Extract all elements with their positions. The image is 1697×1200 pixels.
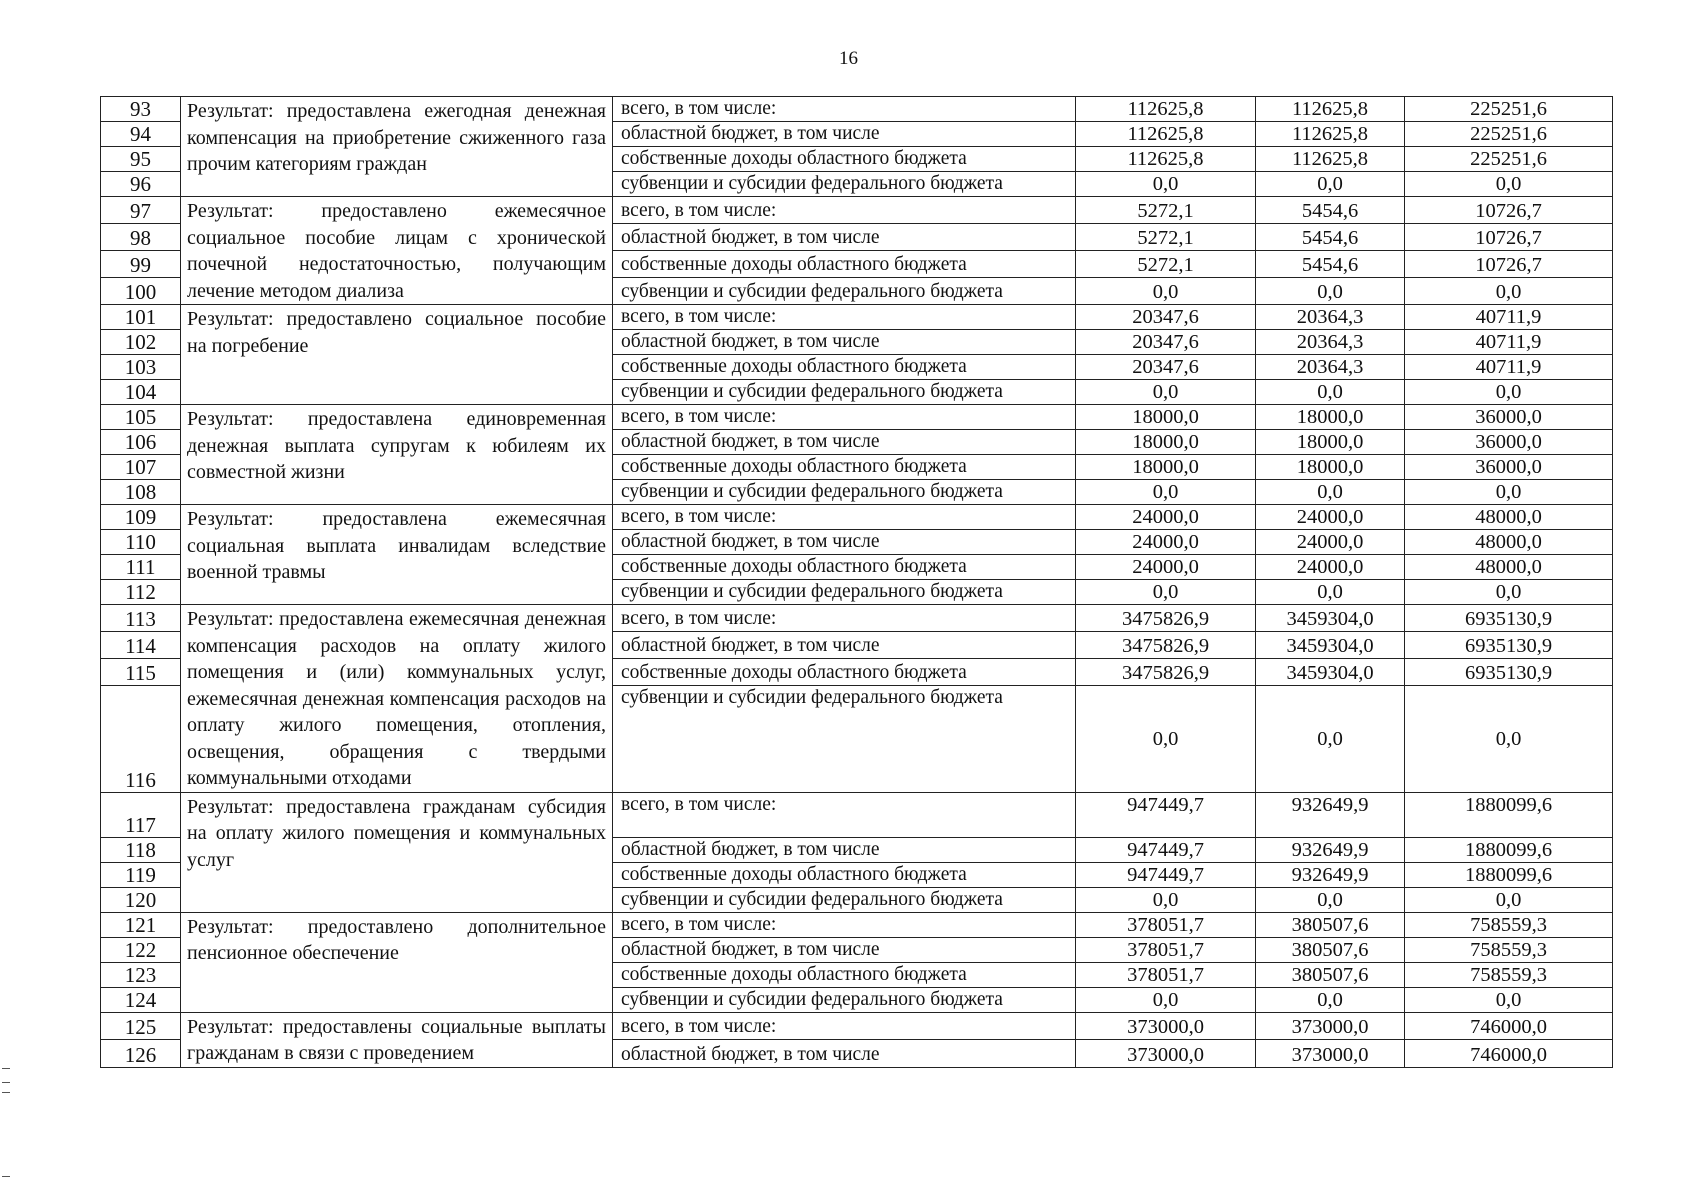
row-number: 96 xyxy=(101,172,181,197)
value-total: 48000,0 xyxy=(1405,555,1613,580)
row-number: 112 xyxy=(101,580,181,605)
value-total: 0,0 xyxy=(1405,480,1613,505)
row-number: 117 xyxy=(101,792,181,837)
row-number: 104 xyxy=(101,380,181,405)
value-year-1: 0,0 xyxy=(1076,987,1256,1012)
value-year-1: 112625,8 xyxy=(1076,147,1256,172)
value-total: 225251,6 xyxy=(1405,147,1613,172)
value-year-2: 5454,6 xyxy=(1256,197,1405,224)
funding-source: собственные доходы областного бюджета xyxy=(613,147,1076,172)
scan-edge-mark xyxy=(2,1176,10,1177)
value-year-2: 373000,0 xyxy=(1256,1012,1405,1040)
value-year-1: 947449,7 xyxy=(1076,837,1256,862)
value-year-1: 112625,8 xyxy=(1076,122,1256,147)
value-total: 10726,7 xyxy=(1405,251,1613,278)
result-description: Результат: предоставлена гражданам субсидия на оплату жилого помещения и коммунальных услуг xyxy=(181,792,613,912)
result-description: Результат: предоставлена ежемесячная денежная компенсация расходов на оплату жилого помещения и (или) коммунальных услуг, ежемесячная денежная компенсация расходов на оплату жилого помещения, отопления, освещения, обращения с твердыми коммунальными отходами xyxy=(181,605,613,793)
value-year-2: 0,0 xyxy=(1256,380,1405,405)
result-description: Результат: предоставлено социальное пособие на погребение xyxy=(181,305,613,405)
value-total: 6935130,9 xyxy=(1405,658,1613,685)
funding-source: областной бюджет, в том числе xyxy=(613,122,1076,147)
value-year-1: 18000,0 xyxy=(1076,455,1256,480)
result-description: Результат: предоставлены социальные выплаты гражданам в связи с проведением xyxy=(181,1012,613,1067)
value-total: 0,0 xyxy=(1405,887,1613,912)
page-number: 16 xyxy=(839,48,858,69)
row-number: 116 xyxy=(101,685,181,792)
value-year-1: 18000,0 xyxy=(1076,430,1256,455)
value-year-2: 20364,3 xyxy=(1256,330,1405,355)
funding-source: всего, в том числе: xyxy=(613,305,1076,330)
value-year-1: 3475826,9 xyxy=(1076,605,1256,632)
value-year-1: 373000,0 xyxy=(1076,1040,1256,1068)
funding-source: собственные доходы областного бюджета xyxy=(613,658,1076,685)
row-number: 110 xyxy=(101,530,181,555)
table-row xyxy=(101,305,1613,330)
row-number: 102 xyxy=(101,330,181,355)
result-description: Результат: предоставлена единовременная денежная выплата супругам к юбилеям их совместной жизни xyxy=(181,405,613,505)
funding-source: всего, в том числе: xyxy=(613,912,1076,937)
value-year-1: 20347,6 xyxy=(1076,330,1256,355)
value-year-1: 3475826,9 xyxy=(1076,658,1256,685)
value-year-2: 24000,0 xyxy=(1256,530,1405,555)
scan-edge-mark xyxy=(2,1082,10,1083)
table-row xyxy=(101,605,1613,632)
funding-source: собственные доходы областного бюджета xyxy=(613,355,1076,380)
row-number: 119 xyxy=(101,862,181,887)
row-number: 94 xyxy=(101,122,181,147)
funding-source: областной бюджет, в том числе xyxy=(613,1040,1076,1068)
table-row xyxy=(101,912,1613,937)
row-number: 126 xyxy=(101,1040,181,1068)
value-total: 6935130,9 xyxy=(1405,605,1613,632)
value-year-1: 0,0 xyxy=(1076,172,1256,197)
funding-source: собственные доходы областного бюджета xyxy=(613,251,1076,278)
value-total: 40711,9 xyxy=(1405,355,1613,380)
value-year-2: 0,0 xyxy=(1256,987,1405,1012)
value-total: 225251,6 xyxy=(1405,97,1613,122)
value-year-2: 0,0 xyxy=(1256,580,1405,605)
funding-source: субвенции и субсидии федерального бюджета xyxy=(613,987,1076,1012)
funding-source: собственные доходы областного бюджета xyxy=(613,555,1076,580)
funding-source: областной бюджет, в том числе xyxy=(613,837,1076,862)
row-number: 115 xyxy=(101,658,181,685)
value-year-1: 3475826,9 xyxy=(1076,631,1256,658)
value-year-1: 5272,1 xyxy=(1076,197,1256,224)
value-year-1: 947449,7 xyxy=(1076,862,1256,887)
row-number: 97 xyxy=(101,197,181,224)
value-year-2: 112625,8 xyxy=(1256,97,1405,122)
row-number: 123 xyxy=(101,962,181,987)
funding-source: субвенции и субсидии федерального бюджета xyxy=(613,685,1076,792)
value-year-2: 932649,9 xyxy=(1256,862,1405,887)
value-total: 746000,0 xyxy=(1405,1040,1613,1068)
scan-edge-mark xyxy=(2,1092,10,1093)
row-number: 118 xyxy=(101,837,181,862)
value-total: 0,0 xyxy=(1405,380,1613,405)
row-number: 105 xyxy=(101,405,181,430)
value-total: 1880099,6 xyxy=(1405,862,1613,887)
value-total: 0,0 xyxy=(1405,278,1613,305)
value-year-2: 20364,3 xyxy=(1256,305,1405,330)
result-description: Результат: предоставлено ежемесячное социальное пособие лицам с хронической почечной недостаточностью, получающим лечение методом диализа xyxy=(181,197,613,305)
value-year-2: 3459304,0 xyxy=(1256,605,1405,632)
value-total: 758559,3 xyxy=(1405,937,1613,962)
value-year-1: 112625,8 xyxy=(1076,97,1256,122)
value-total: 0,0 xyxy=(1405,685,1613,792)
value-year-2: 932649,9 xyxy=(1256,792,1405,837)
value-year-1: 24000,0 xyxy=(1076,505,1256,530)
funding-source: областной бюджет, в том числе xyxy=(613,330,1076,355)
funding-source: всего, в том числе: xyxy=(613,1012,1076,1040)
funding-source: областной бюджет, в том числе xyxy=(613,631,1076,658)
value-year-1: 378051,7 xyxy=(1076,937,1256,962)
value-year-1: 0,0 xyxy=(1076,685,1256,792)
value-year-1: 373000,0 xyxy=(1076,1012,1256,1040)
value-year-1: 0,0 xyxy=(1076,278,1256,305)
value-total: 36000,0 xyxy=(1405,430,1613,455)
row-number: 113 xyxy=(101,605,181,632)
value-year-2: 5454,6 xyxy=(1256,251,1405,278)
value-year-1: 24000,0 xyxy=(1076,530,1256,555)
budget-table-body xyxy=(101,97,1613,1068)
value-year-1: 5272,1 xyxy=(1076,224,1256,251)
table-row xyxy=(101,1012,1613,1040)
row-number: 103 xyxy=(101,355,181,380)
value-year-2: 0,0 xyxy=(1256,172,1405,197)
value-total: 0,0 xyxy=(1405,172,1613,197)
value-total: 1880099,6 xyxy=(1405,837,1613,862)
funding-source: всего, в том числе: xyxy=(613,197,1076,224)
value-year-2: 24000,0 xyxy=(1256,555,1405,580)
row-number: 120 xyxy=(101,887,181,912)
value-total: 36000,0 xyxy=(1405,405,1613,430)
row-number: 98 xyxy=(101,224,181,251)
value-total: 36000,0 xyxy=(1405,455,1613,480)
row-number: 99 xyxy=(101,251,181,278)
value-total: 746000,0 xyxy=(1405,1012,1613,1040)
value-total: 758559,3 xyxy=(1405,962,1613,987)
value-total: 6935130,9 xyxy=(1405,631,1613,658)
row-number: 111 xyxy=(101,555,181,580)
funding-source: собственные доходы областного бюджета xyxy=(613,962,1076,987)
value-year-2: 24000,0 xyxy=(1256,505,1405,530)
value-year-1: 378051,7 xyxy=(1076,912,1256,937)
row-number: 100 xyxy=(101,278,181,305)
result-description: Результат: предоставлено дополнительное пенсионное обеспечение xyxy=(181,912,613,1012)
value-year-1: 20347,6 xyxy=(1076,305,1256,330)
value-total: 225251,6 xyxy=(1405,122,1613,147)
value-year-1: 0,0 xyxy=(1076,380,1256,405)
funding-source: областной бюджет, в том числе xyxy=(613,530,1076,555)
value-year-2: 380507,6 xyxy=(1256,912,1405,937)
value-year-2: 5454,6 xyxy=(1256,224,1405,251)
value-year-2: 0,0 xyxy=(1256,685,1405,792)
value-year-2: 0,0 xyxy=(1256,887,1405,912)
result-description: Результат: предоставлена ежемесячная социальная выплата инвалидам вследствие военной травмы xyxy=(181,505,613,605)
value-year-2: 932649,9 xyxy=(1256,837,1405,862)
row-number: 95 xyxy=(101,147,181,172)
table-row xyxy=(101,197,1613,224)
value-year-1: 0,0 xyxy=(1076,580,1256,605)
value-year-1: 378051,7 xyxy=(1076,962,1256,987)
budget-table xyxy=(100,96,1613,1068)
row-number: 101 xyxy=(101,305,181,330)
value-total: 40711,9 xyxy=(1405,330,1613,355)
funding-source: субвенции и субсидии федерального бюджета xyxy=(613,580,1076,605)
value-year-2: 112625,8 xyxy=(1256,122,1405,147)
value-year-2: 380507,6 xyxy=(1256,962,1405,987)
value-year-2: 3459304,0 xyxy=(1256,658,1405,685)
value-year-2: 20364,3 xyxy=(1256,355,1405,380)
value-total: 0,0 xyxy=(1405,580,1613,605)
funding-source: областной бюджет, в том числе xyxy=(613,224,1076,251)
funding-source: всего, в том числе: xyxy=(613,505,1076,530)
row-number: 122 xyxy=(101,937,181,962)
funding-source: субвенции и субсидии федерального бюджета xyxy=(613,480,1076,505)
value-total: 48000,0 xyxy=(1405,505,1613,530)
value-total: 758559,3 xyxy=(1405,912,1613,937)
funding-source: субвенции и субсидии федерального бюджета xyxy=(613,380,1076,405)
funding-source: всего, в том числе: xyxy=(613,405,1076,430)
funding-source: субвенции и субсидии федерального бюджета xyxy=(613,172,1076,197)
table-row xyxy=(101,505,1613,530)
table-row xyxy=(101,97,1613,122)
row-number: 108 xyxy=(101,480,181,505)
funding-source: областной бюджет, в том числе xyxy=(613,430,1076,455)
funding-source: областной бюджет, в том числе xyxy=(613,937,1076,962)
row-number: 93 xyxy=(101,97,181,122)
value-year-1: 5272,1 xyxy=(1076,251,1256,278)
funding-source: собственные доходы областного бюджета xyxy=(613,862,1076,887)
value-total: 10726,7 xyxy=(1405,224,1613,251)
value-year-2: 0,0 xyxy=(1256,278,1405,305)
value-year-2: 18000,0 xyxy=(1256,405,1405,430)
funding-source: субвенции и субсидии федерального бюджета xyxy=(613,887,1076,912)
table-row xyxy=(101,405,1613,430)
row-number: 125 xyxy=(101,1012,181,1040)
row-number: 107 xyxy=(101,455,181,480)
value-year-1: 20347,6 xyxy=(1076,355,1256,380)
row-number: 106 xyxy=(101,430,181,455)
funding-source: субвенции и субсидии федерального бюджета xyxy=(613,278,1076,305)
value-year-2: 373000,0 xyxy=(1256,1040,1405,1068)
row-number: 109 xyxy=(101,505,181,530)
value-year-2: 18000,0 xyxy=(1256,455,1405,480)
value-total: 0,0 xyxy=(1405,987,1613,1012)
value-total: 10726,7 xyxy=(1405,197,1613,224)
funding-source: всего, в том числе: xyxy=(613,97,1076,122)
funding-source: всего, в том числе: xyxy=(613,605,1076,632)
value-year-2: 380507,6 xyxy=(1256,937,1405,962)
value-year-1: 18000,0 xyxy=(1076,405,1256,430)
row-number: 124 xyxy=(101,987,181,1012)
funding-source: собственные доходы областного бюджета xyxy=(613,455,1076,480)
value-year-1: 0,0 xyxy=(1076,887,1256,912)
value-year-1: 0,0 xyxy=(1076,480,1256,505)
row-number: 114 xyxy=(101,631,181,658)
value-year-2: 18000,0 xyxy=(1256,430,1405,455)
table-row xyxy=(101,792,1613,837)
value-year-1: 947449,7 xyxy=(1076,792,1256,837)
value-year-2: 0,0 xyxy=(1256,480,1405,505)
funding-source: всего, в том числе: xyxy=(613,792,1076,837)
value-total: 48000,0 xyxy=(1405,530,1613,555)
value-year-2: 112625,8 xyxy=(1256,147,1405,172)
value-total: 40711,9 xyxy=(1405,305,1613,330)
value-year-1: 24000,0 xyxy=(1076,555,1256,580)
result-description: Результат: предоставлена ежегодная денежная компенсация на приобретение сжиженного газа прочим категориям граждан xyxy=(181,97,613,197)
row-number: 121 xyxy=(101,912,181,937)
scan-edge-mark xyxy=(2,1068,10,1069)
value-year-2: 3459304,0 xyxy=(1256,631,1405,658)
value-total: 1880099,6 xyxy=(1405,792,1613,837)
